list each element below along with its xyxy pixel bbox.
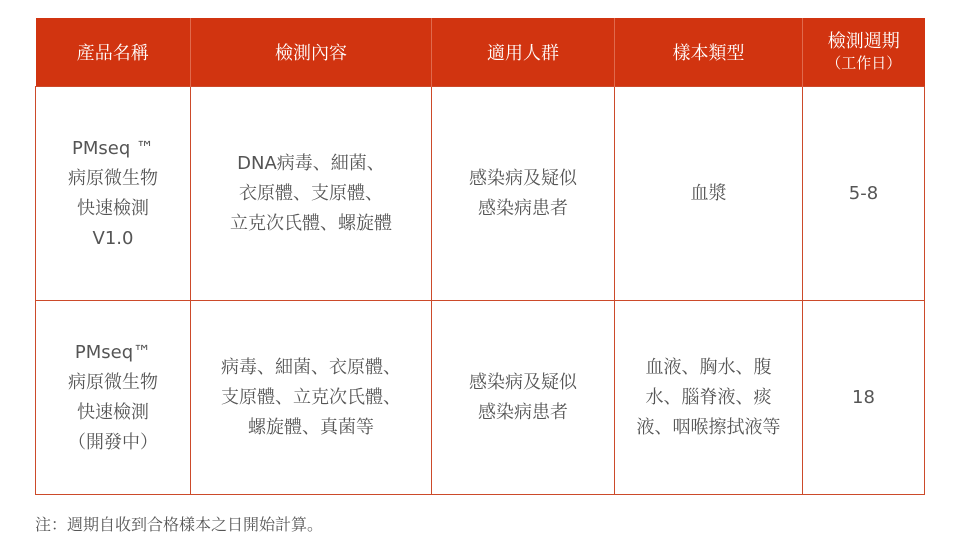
cell-product <box>36 301 191 495</box>
header-cycle-unit: （工作日） <box>826 54 902 72</box>
table-row <box>36 87 925 301</box>
header-cycle <box>803 18 925 87</box>
sample-line: 水、腦脊液、痰 <box>645 386 772 408</box>
content-line: 立克次氏體、螺旋體 <box>230 212 392 234</box>
header-population: 適用人群 <box>432 18 615 87</box>
header-product: 產品名稱 <box>36 18 191 87</box>
population-line: 感染病及疑似 <box>469 371 577 393</box>
header-sample: 樣本類型 <box>615 18 803 87</box>
product-line: V1.0 <box>92 227 134 249</box>
content-line: 病毒、細菌、衣原體、 <box>221 356 401 378</box>
cell-population <box>432 87 615 301</box>
cell-content <box>191 87 432 301</box>
cell-content <box>191 301 432 495</box>
population-line: 感染病患者 <box>478 401 568 423</box>
product-table <box>35 18 925 495</box>
header-cycle-label: 檢測週期 <box>827 31 900 52</box>
sample-line: 血液、胸水、腹 <box>645 356 772 378</box>
cell-cycle: 18 <box>803 301 925 495</box>
product-line: PMseq™ <box>74 341 152 363</box>
table-header-row <box>36 18 925 87</box>
product-line: 快速檢測 <box>77 401 149 423</box>
population-line: 感染病患者 <box>478 197 568 219</box>
product-line: （開發中） <box>68 431 158 453</box>
footnote: 注：週期自收到合格樣本之日開始計算。 <box>35 515 324 534</box>
content-line: 螺旋體、真菌等 <box>248 416 374 438</box>
content-line: 支原體、立克次氏體、 <box>221 386 401 408</box>
product-line: PMseq ™ <box>72 137 154 159</box>
cell-sample <box>615 87 803 301</box>
table-row <box>36 301 925 495</box>
header-content: 檢測內容 <box>191 18 432 87</box>
product-line: 快速檢測 <box>77 197 149 219</box>
cell-product <box>36 87 191 301</box>
product-line: 病原微生物 <box>68 167 158 189</box>
cell-population <box>432 301 615 495</box>
cell-sample <box>615 301 803 495</box>
content-line: 衣原體、支原體、 <box>239 182 383 204</box>
content-line: DNA病毒、細菌、 <box>237 152 385 174</box>
sample-line: 血漿 <box>690 182 727 204</box>
sample-line: 液、咽喉擦拭液等 <box>636 416 781 438</box>
cell-cycle: 5-8 <box>803 87 925 301</box>
product-line: 病原微生物 <box>68 371 158 393</box>
population-line: 感染病及疑似 <box>469 167 577 189</box>
